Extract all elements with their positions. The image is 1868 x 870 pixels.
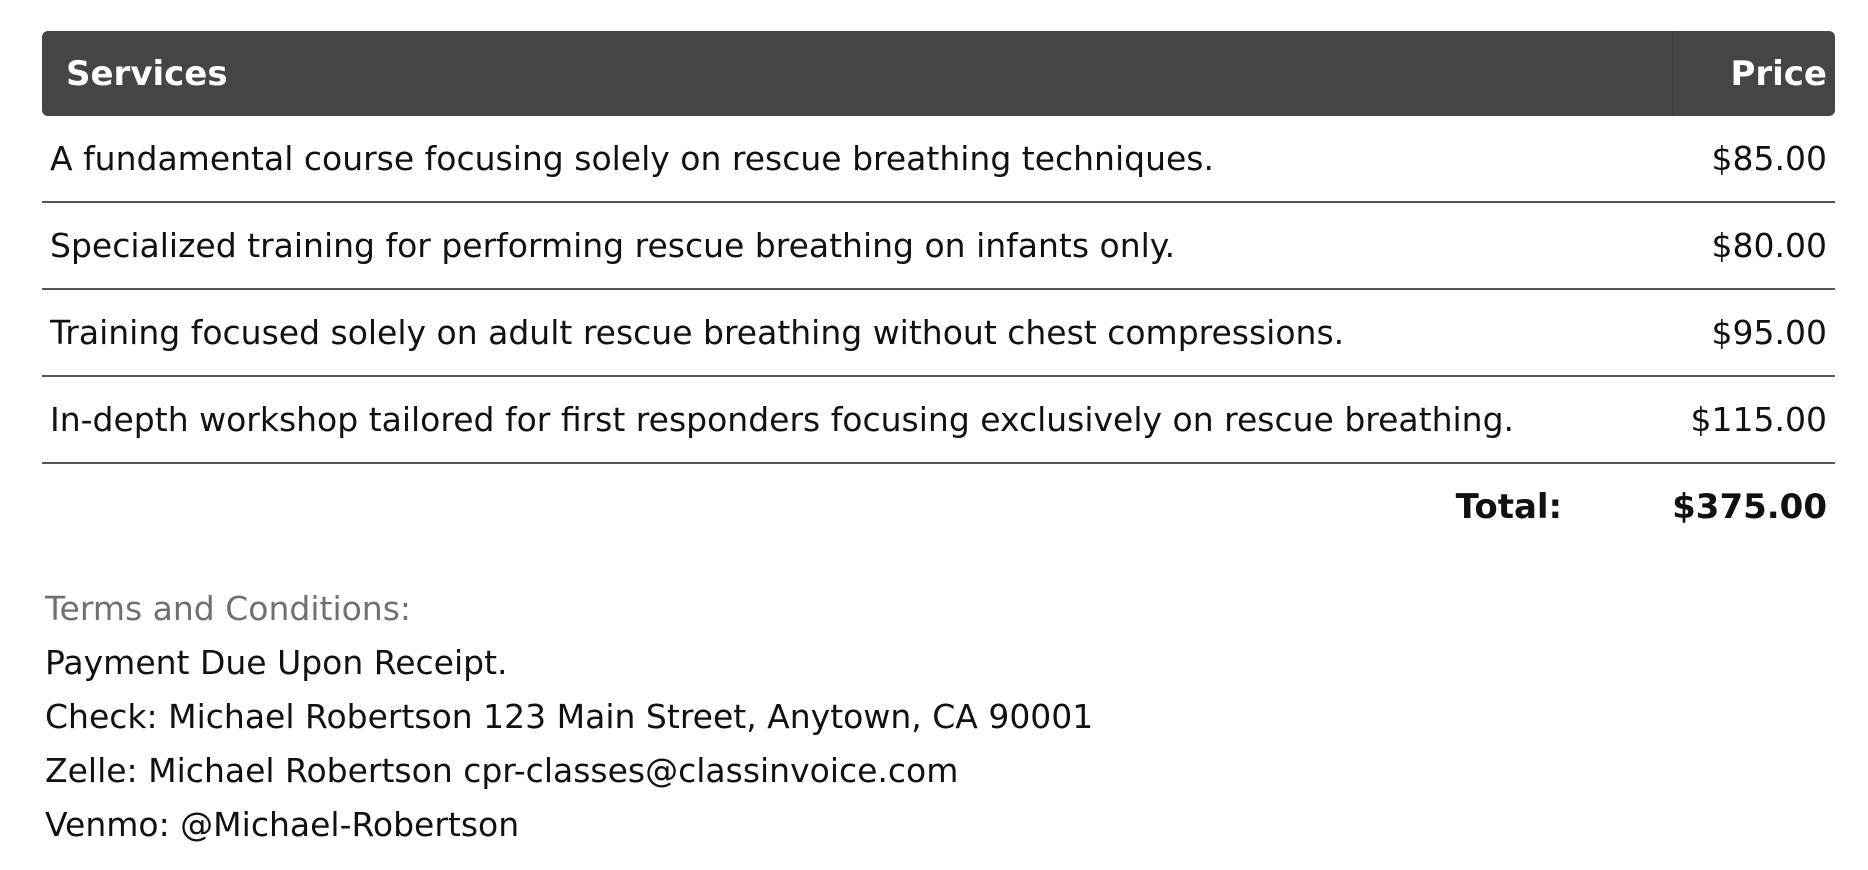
terms-line-venmo: Venmo: @Michael-Robertson (45, 805, 520, 844)
total-row (42, 464, 1835, 550)
service-price: $95.00 (1673, 289, 1836, 376)
total-value: $375.00 (1672, 487, 1827, 527)
table-row (42, 202, 1835, 289)
services-column-header: Services (42, 31, 1673, 116)
terms-line-check: Check: Michael Robertson 123 Main Street, Anytown, CA 90001 (45, 697, 1094, 736)
price-column-header: Price (1673, 31, 1836, 116)
service-price: $80.00 (1673, 202, 1836, 289)
total-label: Total: (1455, 487, 1563, 527)
terms-section (42, 582, 1835, 852)
terms-line-payment-due: Payment Due Upon Receipt. (45, 643, 508, 682)
service-description: Training focused solely on adult rescue breathing without chest compressions. (42, 289, 1673, 376)
service-price: $85.00 (1673, 116, 1836, 202)
service-description: A fundamental course focusing solely on rescue breathing techniques. (42, 116, 1673, 202)
table-header-row (42, 31, 1835, 116)
table-row (42, 116, 1835, 202)
terms-title: Terms and Conditions: (45, 589, 412, 628)
services-table (42, 31, 1835, 464)
invoice (42, 31, 1835, 852)
service-price: $115.00 (1673, 376, 1836, 463)
service-description: Specialized training for performing rescue breathing on infants only. (42, 202, 1673, 289)
table-row (42, 376, 1835, 463)
table-row (42, 289, 1835, 376)
service-description: In-depth workshop tailored for first responders focusing exclusively on rescue breathing. (42, 376, 1673, 463)
terms-line-zelle: Zelle: Michael Robertson cpr-classes@classinvoice.com (45, 751, 959, 790)
